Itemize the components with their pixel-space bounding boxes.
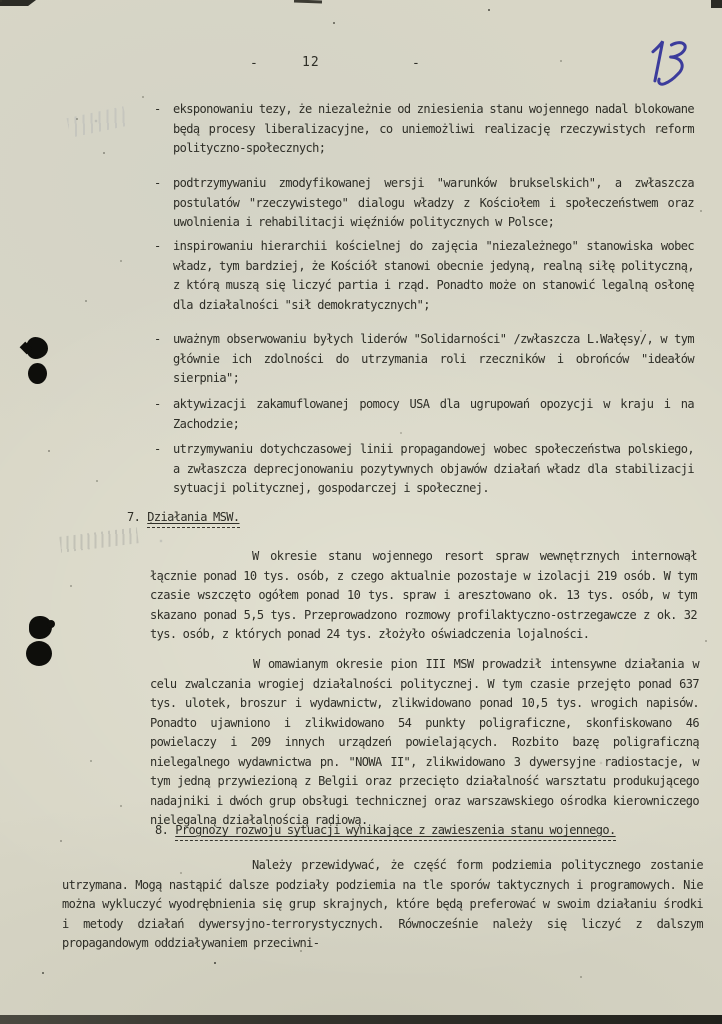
page-number-dash-right: - — [412, 56, 420, 71]
section-8-number: 8. — [155, 823, 169, 837]
paper-speckles — [0, 0, 2, 2]
bullet-item — [154, 330, 694, 389]
handwritten-13-strokes — [638, 34, 704, 94]
bullet-dash: - — [154, 176, 161, 190]
ink-blot — [26, 337, 48, 359]
section-7-title: Działania MSW. — [147, 510, 239, 528]
bullet-dash: - — [154, 239, 161, 253]
bullet-text: inspirowaniu hierarchii kościelnej do zajęcia "niezależnego" stanowiska wobec władz, tym bardziej, że Kościół stanowi obecnie jedyną, realną siłę polityczną, z którą muszą się liczyć partia i rząd. Ponadto może on stanowić legalną osłonę dla działalności "sił demokratycznych"; — [173, 239, 694, 312]
pencil-smudge — [67, 106, 128, 138]
bullet-item — [154, 440, 694, 499]
bullet-item — [154, 100, 694, 159]
bullet-text: eksponowaniu tezy, że niezależnie od zniesienia stanu wojennego nadal blokowane będą procesy liberalizacyjne, co uniemożliwi realizację rzeczywistych reform polityczno-społecznych; — [173, 102, 694, 155]
bullet-dash: - — [154, 397, 161, 411]
section-7-paragraph-1: W okresie stanu wojennego resort spraw wewnętrznych internował łącznie ponad 10 tys. osób, z czego aktualnie pozostaje w izolacji 219 osób. W tym czasie wszczęto ogółem ponad 10 tys. spraw i aresztowano ok. 13 tys. osób, w tym skazano ponad 5,5 tys. Przeprowadzono rozmowy profilaktyczno-ostrzegawcze z ok. 32 tys. osób, z których ponad 24 tys. złożyło oświadczenia lojalności. — [150, 549, 697, 641]
bullet-item — [154, 174, 694, 233]
bullet-text: uważnym obserwowaniu byłych liderów "Solidarności" /zwłaszcza L.Wałęsy/, w tym głównie ich zdolności do utrzymania roli rzeczników i obrońców "ideałów sierpnia"; — [173, 332, 694, 385]
bullet-text: podtrzymywaniu zmodyfikowanej wersji "warunków brukselskich", a zwłaszcza postulatów "rzeczywistego" dialogu władzy z Kościołem i społeczeństwem oraz uwolnienia i rehabilitacji więźniów politycznych w Polsce; — [173, 176, 694, 229]
ink-blot — [28, 363, 47, 384]
pencil-smudge — [59, 527, 138, 552]
bullet-dash: - — [154, 442, 161, 456]
scan-edge-artifact-bottom — [0, 1015, 722, 1024]
bullet-dash: - — [154, 332, 161, 346]
handwritten-page-number — [638, 34, 704, 98]
section-7-paragraph-2: W omawianym okresie pion III MSW prowadził intensywne działania w celu zwalczania wrogiej działalności politycznej. W tym czasie przejęto ponad 637 tys. ulotek, broszur i wydawnictw, zlikwidowano ponad 10,5 tys. wrogich napisów. Ponadto ujawniono i zlikwidowano 54 punkty poligraficzne, skonfiskowano 46 powielaczy i 209 innych urządzeń powielających. Rozbito bazę poligraficzną nielegalnego wydawnictwa pn. "NOWA II", zlikwidowano 3 dywersyjne radiostacje, w tym jedną przywiezioną z Belgii oraz przecięto działalność warsztatu produkującego nadajniki i dwóch grup obsługi technicznej oraz warszawskiego ośrodka kierowniczego nielegalną działalnością radiową. — [150, 657, 699, 827]
section-8-paragraph-1: Należy przewidywać, że część form podziemia politycznego zostanie utrzymana. Mogą nastąpić dalsze podziały podziemia na tle sporów taktycznych i programowych. Nie można wykluczyć wyodrębnienia się grup skrajnych, które będą preferować w swoim działaniu środki i metody działań dywersyjno-terrorystycznych. Równocześnie należy się liczyć z dalszym propagandowym oddziaływaniem przeciwni- — [62, 858, 703, 950]
section-8-title: Prognozy rozwoju sytuacji wynikające z zawieszenia stanu wojennego. — [175, 823, 615, 841]
bullet-text: aktywizacji zakamuflowanej pomocy USA dla ugrupowań opozycji w kraju i na Zachodzie; — [173, 397, 694, 431]
ink-blot — [29, 616, 52, 639]
scan-edge-artifact-top-middle — [294, 0, 322, 3]
bullet-item — [154, 395, 694, 434]
bullet-text: utrzymywaniu dotychczasowej linii propagandowej wobec społeczeństwa polskiego, a zwłaszcza deprecjonowaniu pozytywnych objawów działań władz dla stabilizacji sytuacji politycznej, gospodarczej i społecznej. — [173, 442, 694, 495]
bullet-dash: - — [154, 102, 161, 116]
page-number: 12 — [302, 55, 320, 70]
ink-blot — [26, 641, 52, 666]
bullet-item — [154, 237, 694, 315]
section-8-heading — [155, 821, 616, 841]
section-7-number: 7. — [127, 510, 141, 524]
page-number-dash-left: - — [250, 56, 258, 71]
scan-edge-artifact-top-left — [0, 0, 36, 6]
scan-edge-artifact-top-right — [711, 0, 722, 8]
section-7-heading — [127, 508, 240, 528]
